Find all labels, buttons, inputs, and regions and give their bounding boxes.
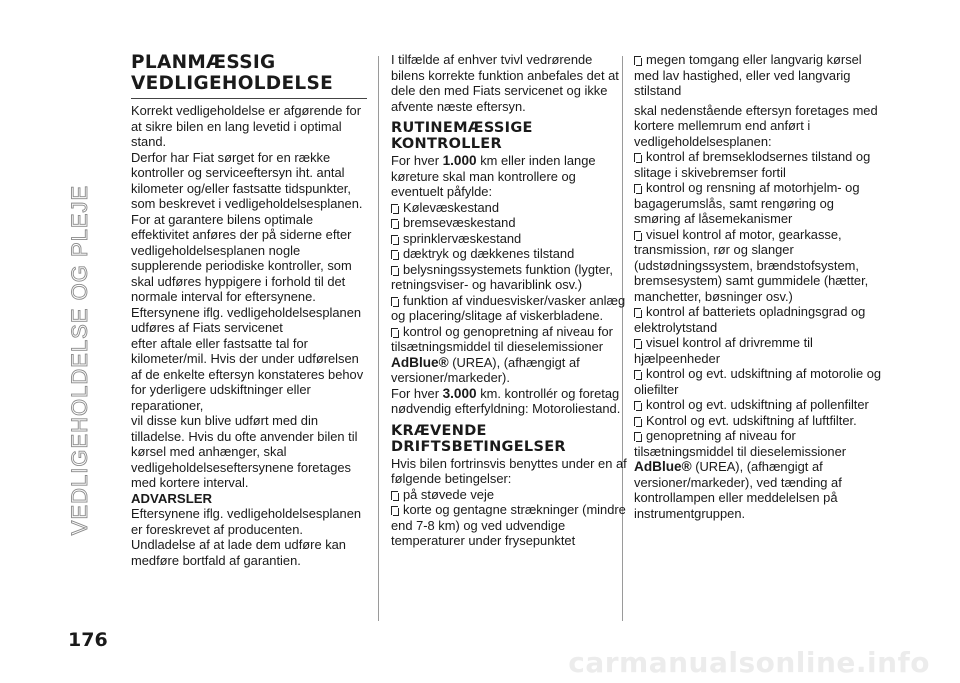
list-item	[634, 397, 882, 413]
list-item-text: Kontrol og evt. udskiftning af luftfilter.	[646, 412, 857, 428]
checkbox-bullet-icon	[391, 204, 398, 213]
list-item-text: (UREA), (afhængigt af versioner/markeder), ved tænding af kontrollampen eller meddelelsen på instrumentgruppen.	[634, 459, 842, 521]
list-item-text: megen tomgang eller langvarig kørsel med lav hastighed, eller ved langvarig stilstand	[634, 52, 862, 98]
warning-text: Eftersynene iflg. vedligeholdelsesplanen er foreskrevet af producenten.	[131, 506, 362, 537]
watermark: carmanualsonline.info	[568, 646, 930, 679]
paragraph: I tilfælde af enhver tvivl vedrørende bilens korrekte funktion anbefales det at dele den med Fiats servicenet og ikke afvente næste eftersyn.	[391, 52, 619, 114]
checkbox-bullet-icon	[391, 250, 398, 259]
paragraph: Korrekt vedligeholdelse er afgørende for at sikre bilen en lang levetid i optimal stand.	[131, 103, 362, 149]
text: For hver	[391, 385, 443, 401]
list-item-text: genopretning af niveau for tilsætningsmiddel til dieselemissioner	[634, 428, 847, 459]
list-item-text: bremsevæskestand	[403, 215, 516, 230]
side-section-title: VEDLIGEHOLDELSE OG PLEJE	[67, 184, 92, 536]
list-item-text: korte og gentagne strækninger (mindre end 7-8 km) og ved udvendige temperaturer under frysepunktet	[391, 502, 626, 548]
list-item-text: kontrol og evt. udskiftning af motorolie og oliefilter	[634, 366, 882, 397]
list-item	[391, 231, 627, 247]
list-item	[391, 324, 627, 386]
heading-line: PLANMÆSSIG	[131, 52, 276, 73]
list-item	[634, 413, 882, 429]
checkbox-bullet-icon	[634, 432, 641, 441]
checkbox-bullet-icon	[391, 328, 398, 337]
list-item-text: visuel kontrol af drivremme til hjælpeenheder	[634, 335, 813, 366]
checkbox-bullet-icon	[634, 339, 641, 348]
list-item-text: på støvede veje	[403, 486, 495, 502]
list-item	[634, 227, 882, 305]
list-item	[391, 293, 627, 324]
checkbox-bullet-icon	[391, 506, 398, 515]
column-3	[634, 52, 882, 521]
list-item-text: kontrol og evt. udskiftning af pollenfilter	[646, 397, 869, 412]
paragraph: Eftersynene iflg. vedligeholdelsesplanen udføres af Fiats servicenet	[131, 304, 362, 335]
checkbox-bullet-icon	[391, 297, 398, 306]
bold-value: 3.000	[442, 385, 477, 401]
list-item-text: sprinklervæskestand	[403, 230, 522, 246]
heading-line: KRÆVENDE	[391, 422, 487, 439]
checkbox-bullet-icon	[634, 370, 641, 379]
list-item-text: belysningssystemets funktion (lygter, retningsviser- og havariblink osv.)	[391, 261, 613, 292]
list-item	[634, 180, 882, 227]
section-heading	[391, 120, 627, 152]
list-item-text: (UREA), (afhængigt af versioner/markeder).	[391, 354, 580, 385]
text: km eller inden lange køreture skal man kontrollere og eventuelt påfylde:	[391, 153, 596, 199]
paragraph: Derfor har Fiat sørget for en række kontroller og serviceeftersyn iht. antal kilometer og/eller fastsatte tidspunkter, som beskrevet i vedligeholdelsesplanen.	[131, 149, 363, 211]
list-item-text: kontrol og rensning af motorhjelm- og bagagerumslås, samt rengøring og smøring af låsemekanismer	[634, 180, 860, 226]
list-item	[391, 487, 627, 503]
checkbox-bullet-icon	[634, 153, 641, 162]
checkbox-bullet-icon	[391, 266, 398, 275]
list-item-text: dæktryk og dækkenes tilstand	[403, 246, 575, 261]
paragraph	[391, 153, 627, 200]
checkbox-bullet-icon	[634, 417, 641, 426]
checkbox-bullet-icon	[634, 308, 641, 317]
heading-line: RUTINEMÆSSIGE	[391, 120, 533, 136]
checkbox-bullet-icon	[634, 231, 641, 240]
paragraph: Hvis bilen fortrinsvis benyttes under en af følgende betingelser:	[391, 455, 627, 486]
heading-line: KONTROLLER	[391, 136, 502, 152]
list-item	[634, 366, 882, 397]
list-item	[391, 215, 627, 231]
section-heading	[391, 423, 627, 455]
list-item	[391, 246, 627, 262]
list-item	[634, 149, 882, 180]
checkbox-bullet-icon	[634, 56, 641, 65]
bold-value: AdBlue®	[391, 354, 449, 370]
column-divider	[378, 56, 379, 621]
text: For hver	[391, 153, 443, 168]
warning-text: Undladelse af at lade dem udføre kan medføre bortfald af garantien.	[131, 537, 346, 568]
section-heading	[131, 52, 367, 99]
list-item	[634, 335, 882, 366]
checkbox-bullet-icon	[634, 184, 641, 193]
list-item	[634, 52, 882, 99]
column-1	[131, 52, 367, 568]
list-item	[634, 428, 882, 521]
bold-value: AdBlue®	[634, 459, 692, 474]
list-item	[391, 200, 627, 216]
paragraph	[391, 386, 627, 417]
checkbox-bullet-icon	[391, 491, 398, 500]
list-item-text: funktion af vinduesvisker/vasker anlæg og placering/slitage af viskerbladene.	[391, 292, 626, 323]
list-item	[634, 304, 882, 335]
list-item-text: kontrol af bremseklodsernes tilstand og slitage i skivebremser fortil	[634, 149, 871, 180]
heading-line: VEDLIGEHOLDELSE	[131, 73, 334, 94]
bold-value: 1.000	[442, 153, 477, 168]
checkbox-bullet-icon	[634, 401, 641, 410]
paragraph: vil disse kun blive udført med din tilladelse. Hvis du ofte anvender bilen til kørsel med anhænger, skal vedligeholdelseseftersynene foretages med kortere interval.	[131, 413, 358, 490]
page-number: 176	[68, 629, 108, 651]
list-item-text: kontrol og genopretning af niveau for tilsætningsmiddel til dieselemissioner	[391, 323, 613, 354]
paragraph: efter aftale eller fastsatte tal for kilometer/mil. Hvis der under udførelsen af de enkelte eftersyn konstateres behov for yderligere udskiftninger eller reparationer,	[131, 335, 364, 413]
column-2	[391, 52, 627, 549]
checkbox-bullet-icon	[391, 235, 398, 244]
list-item-text: visuel kontrol af motor, gearkasse, transmission, rør og slanger (udstødningssystem, brændstofsystem, bremsesystem) samt gummidele (hætter, manchetter, bøsninger osv.)	[634, 226, 869, 304]
list-item	[391, 262, 627, 293]
paragraph: For at garantere bilens optimale effektivitet anføres der på siderne efter vedligeholdelsesplanen nogle supplerende periodiske kontroller, som skal udføres hyppigere i forhold til det normale interval for eftersynene.	[131, 211, 352, 304]
list-item	[391, 502, 627, 549]
list-item-text: kontrol af batteriets opladningsgrad og elektrolytstand	[634, 304, 866, 335]
text: km. kontrollér og foretag nødvendig efterfyldning: Motoroliestand.	[391, 385, 621, 416]
list-item-text: Kølevæskestand	[403, 199, 500, 215]
warnings-heading: ADVARSLER	[131, 490, 213, 506]
heading-line: DRIFTSBETINGELSER	[391, 438, 566, 455]
paragraph: skal nedenstående eftersyn foretages med kortere mellemrum end anført i vedligeholdelsesplanen:	[634, 102, 878, 149]
checkbox-bullet-icon	[391, 219, 398, 228]
